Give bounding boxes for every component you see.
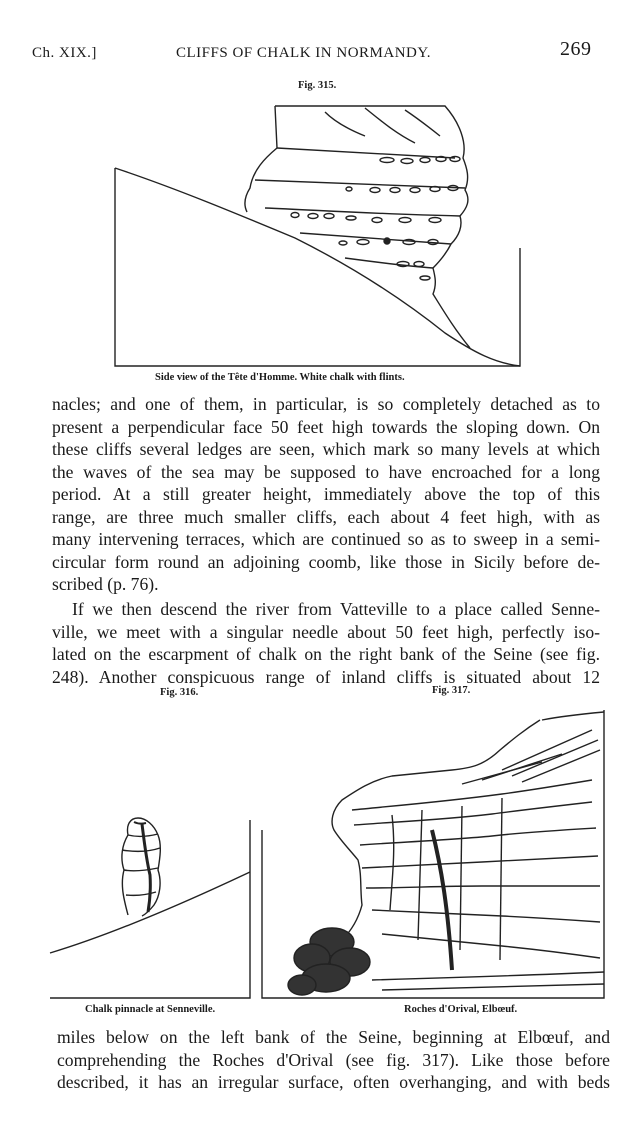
running-title: CLIFFS OF CHALK IN NORMANDY. [176, 45, 432, 61]
fig316-caption: Chalk pinnacle at Senneville. [85, 1004, 216, 1015]
text-line: scribed (p. 76). [52, 574, 159, 594]
text-line: nacles; and one of them, in particular, is so completely detached as to [52, 394, 600, 414]
text-line: ville, we meet with a singular needle about 50 feet high, perfectly iso- [52, 621, 600, 642]
text-line: present a perpendicular face 50 feet high towards the sloping down. On [52, 416, 600, 437]
text-line: the waves of the sea may be supposed to have encroached for a long [52, 461, 600, 482]
paragraph-3 [57, 1026, 610, 1094]
fig315-illustration [115, 98, 520, 366]
fig316-illustration [50, 700, 252, 998]
text-line: miles below on the left bank of the Seine, beginning at Elbœuf, and [57, 1027, 610, 1047]
text-line: period. At a still greater height, immediately above the top of this [52, 484, 600, 504]
paragraph-2 [52, 598, 600, 688]
fig317-label: Fig. 317. [432, 685, 471, 696]
paragraph-1 [52, 393, 600, 596]
text-line: these cliffs several ledges are seen, which mark so many levels at which [52, 439, 600, 459]
text-line: circular form round an adjoining coomb, like those in Sicily before de- [52, 551, 600, 572]
text-line: many intervening terraces, which are continued so as to sweep in a semi- [52, 529, 600, 549]
text-line: comprehending the Roches d'Orival (see fig. 317). Like those before [57, 1049, 610, 1070]
fig315-caption: Side view of the Tête d'Homme. White chalk with flints. [155, 372, 405, 383]
text-line: range, are three much smaller cliffs, each about 4 feet high, with as [52, 506, 600, 527]
fig317-caption: Roches d'Orival, Elbœuf. [404, 1004, 518, 1015]
text-line: described, it has an irregular surface, often overhanging, and with beds [57, 1072, 610, 1092]
fig316-label: Fig. 316. [160, 687, 199, 698]
chapter-label: Ch. XIX.] [32, 45, 97, 61]
text-line: If we then descend the river from Vatteville to a place called Senne- [72, 599, 600, 619]
text-line: 248). Another conspicuous range of inland cliffs is situated about 12 [52, 666, 600, 687]
page-number: 269 [560, 38, 592, 60]
fig317-illustration [262, 710, 604, 998]
text-line: lated on the escarpment of chalk on the right bank of the Seine (see fig. [52, 644, 600, 664]
fig315-label: Fig. 315. [298, 80, 337, 91]
